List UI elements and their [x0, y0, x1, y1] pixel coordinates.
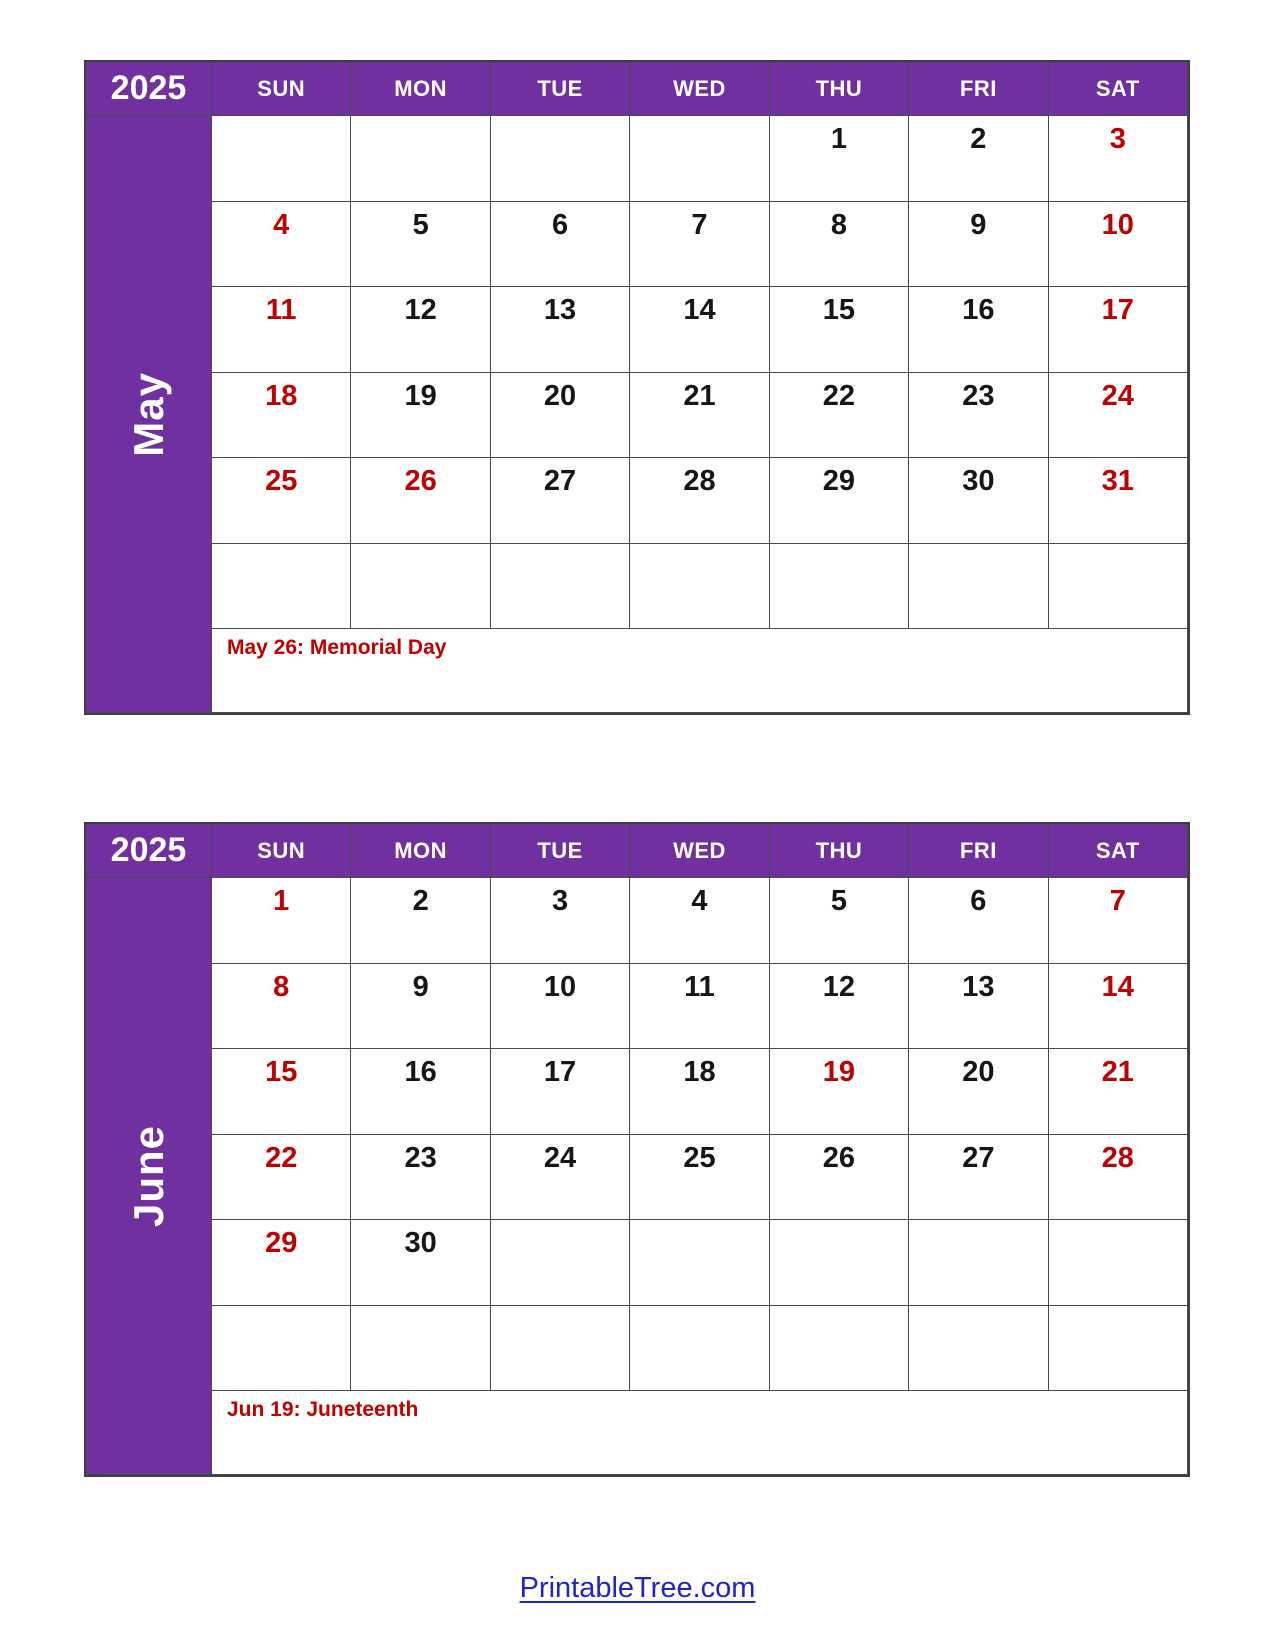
day-cell-empty — [491, 1306, 630, 1392]
day-cell-june-23: 23 — [351, 1135, 490, 1221]
day-cell-may-12: 12 — [351, 287, 490, 373]
footer — [0, 1572, 1275, 1605]
day-cell-may-27: 27 — [491, 458, 630, 544]
day-cell-empty — [909, 544, 1048, 630]
day-header-sun: SUN — [212, 62, 351, 116]
day-header-mon: MON — [351, 62, 490, 116]
day-cell-june-17: 17 — [491, 1049, 630, 1135]
day-cell-may-31: 31 — [1049, 458, 1188, 544]
day-cell-june-30: 30 — [351, 1220, 490, 1306]
month-sidebar — [86, 878, 212, 1475]
day-header-wed: WED — [630, 62, 769, 116]
day-cell-june-5: 5 — [770, 878, 909, 964]
day-cell-june-25: 25 — [630, 1135, 769, 1221]
holiday-note-row — [212, 1391, 1188, 1475]
day-cell-may-23: 23 — [909, 373, 1048, 459]
day-cell-may-24: 24 — [1049, 373, 1188, 459]
day-cell-empty — [770, 1306, 909, 1392]
day-header-sat: SAT — [1049, 824, 1188, 878]
day-cell-empty — [630, 1220, 769, 1306]
day-cell-june-21: 21 — [1049, 1049, 1188, 1135]
day-cell-june-18: 18 — [630, 1049, 769, 1135]
calendar-june-2025 — [84, 822, 1190, 1477]
day-cell-may-22: 22 — [770, 373, 909, 459]
day-cell-may-6: 6 — [491, 202, 630, 288]
day-cell-may-4: 4 — [212, 202, 351, 288]
day-cell-empty — [770, 1220, 909, 1306]
day-cell-may-26: 26 — [351, 458, 490, 544]
day-header-sun: SUN — [212, 824, 351, 878]
day-cell-june-4: 4 — [630, 878, 769, 964]
day-cell-empty — [1049, 1306, 1188, 1392]
day-cell-empty — [491, 544, 630, 630]
day-cell-empty — [491, 116, 630, 202]
day-cell-may-20: 20 — [491, 373, 630, 459]
day-cell-june-11: 11 — [630, 964, 769, 1050]
day-cell-june-24: 24 — [491, 1135, 630, 1221]
day-cell-may-3: 3 — [1049, 116, 1188, 202]
day-header-mon: MON — [351, 824, 490, 878]
day-cell-may-5: 5 — [351, 202, 490, 288]
day-cell-june-13: 13 — [909, 964, 1048, 1050]
day-cell-may-19: 19 — [351, 373, 490, 459]
calendar-may-2025 — [84, 60, 1190, 715]
day-cell-may-15: 15 — [770, 287, 909, 373]
day-cell-june-28: 28 — [1049, 1135, 1188, 1221]
day-cell-empty — [351, 1306, 490, 1392]
holiday-note: May 26: Memorial Day — [227, 636, 447, 659]
day-cell-june-9: 9 — [351, 964, 490, 1050]
day-header-tue: TUE — [491, 62, 630, 116]
day-cell-june-12: 12 — [770, 964, 909, 1050]
day-cell-june-3: 3 — [491, 878, 630, 964]
day-cell-may-14: 14 — [630, 287, 769, 373]
day-cell-empty — [630, 544, 769, 630]
day-cell-may-1: 1 — [770, 116, 909, 202]
day-cell-may-7: 7 — [630, 202, 769, 288]
day-cell-june-26: 26 — [770, 1135, 909, 1221]
day-cell-june-16: 16 — [351, 1049, 490, 1135]
day-cell-may-9: 9 — [909, 202, 1048, 288]
day-cell-june-8: 8 — [212, 964, 351, 1050]
day-header-tue: TUE — [491, 824, 630, 878]
day-cell-may-13: 13 — [491, 287, 630, 373]
day-header-wed: WED — [630, 824, 769, 878]
year-label: 2025 — [86, 62, 212, 116]
day-cell-may-29: 29 — [770, 458, 909, 544]
day-cell-may-18: 18 — [212, 373, 351, 459]
day-cell-june-20: 20 — [909, 1049, 1048, 1135]
holiday-note-row — [212, 629, 1188, 713]
day-cell-empty — [212, 544, 351, 630]
month-label: June — [124, 1124, 172, 1228]
day-header-fri: FRI — [909, 824, 1048, 878]
day-cell-may-16: 16 — [909, 287, 1048, 373]
day-cell-june-22: 22 — [212, 1135, 351, 1221]
day-cell-empty — [351, 116, 490, 202]
day-cell-may-17: 17 — [1049, 287, 1188, 373]
day-header-sat: SAT — [1049, 62, 1188, 116]
day-cell-june-2: 2 — [351, 878, 490, 964]
day-cell-may-8: 8 — [770, 202, 909, 288]
day-cell-empty — [909, 1220, 1048, 1306]
day-cell-june-6: 6 — [909, 878, 1048, 964]
year-label: 2025 — [86, 824, 212, 878]
day-cell-may-2: 2 — [909, 116, 1048, 202]
day-header-thu: THU — [770, 62, 909, 116]
day-cell-empty — [212, 1306, 351, 1392]
day-cell-june-15: 15 — [212, 1049, 351, 1135]
day-cell-may-30: 30 — [909, 458, 1048, 544]
day-cell-empty — [909, 1306, 1048, 1392]
day-cell-empty — [770, 544, 909, 630]
holiday-note: Jun 19: Juneteenth — [227, 1398, 419, 1421]
day-header-thu: THU — [770, 824, 909, 878]
day-cell-june-29: 29 — [212, 1220, 351, 1306]
day-cell-june-7: 7 — [1049, 878, 1188, 964]
day-cell-may-10: 10 — [1049, 202, 1188, 288]
day-cell-may-21: 21 — [630, 373, 769, 459]
printabletree-link[interactable]: PrintableTree.com — [519, 1572, 756, 1604]
day-cell-june-10: 10 — [491, 964, 630, 1050]
day-cell-may-11: 11 — [212, 287, 351, 373]
day-cell-june-19: 19 — [770, 1049, 909, 1135]
month-label: May — [124, 371, 172, 457]
day-cell-empty — [212, 116, 351, 202]
day-header-fri: FRI — [909, 62, 1048, 116]
day-cell-june-1: 1 — [212, 878, 351, 964]
day-cell-empty — [1049, 1220, 1188, 1306]
day-cell-june-14: 14 — [1049, 964, 1188, 1050]
day-cell-may-25: 25 — [212, 458, 351, 544]
day-cell-empty — [630, 1306, 769, 1392]
day-cell-empty — [1049, 544, 1188, 630]
day-cell-may-28: 28 — [630, 458, 769, 544]
day-cell-empty — [630, 116, 769, 202]
month-sidebar — [86, 116, 212, 713]
day-cell-empty — [351, 544, 490, 630]
day-cell-june-27: 27 — [909, 1135, 1048, 1221]
day-cell-empty — [491, 1220, 630, 1306]
